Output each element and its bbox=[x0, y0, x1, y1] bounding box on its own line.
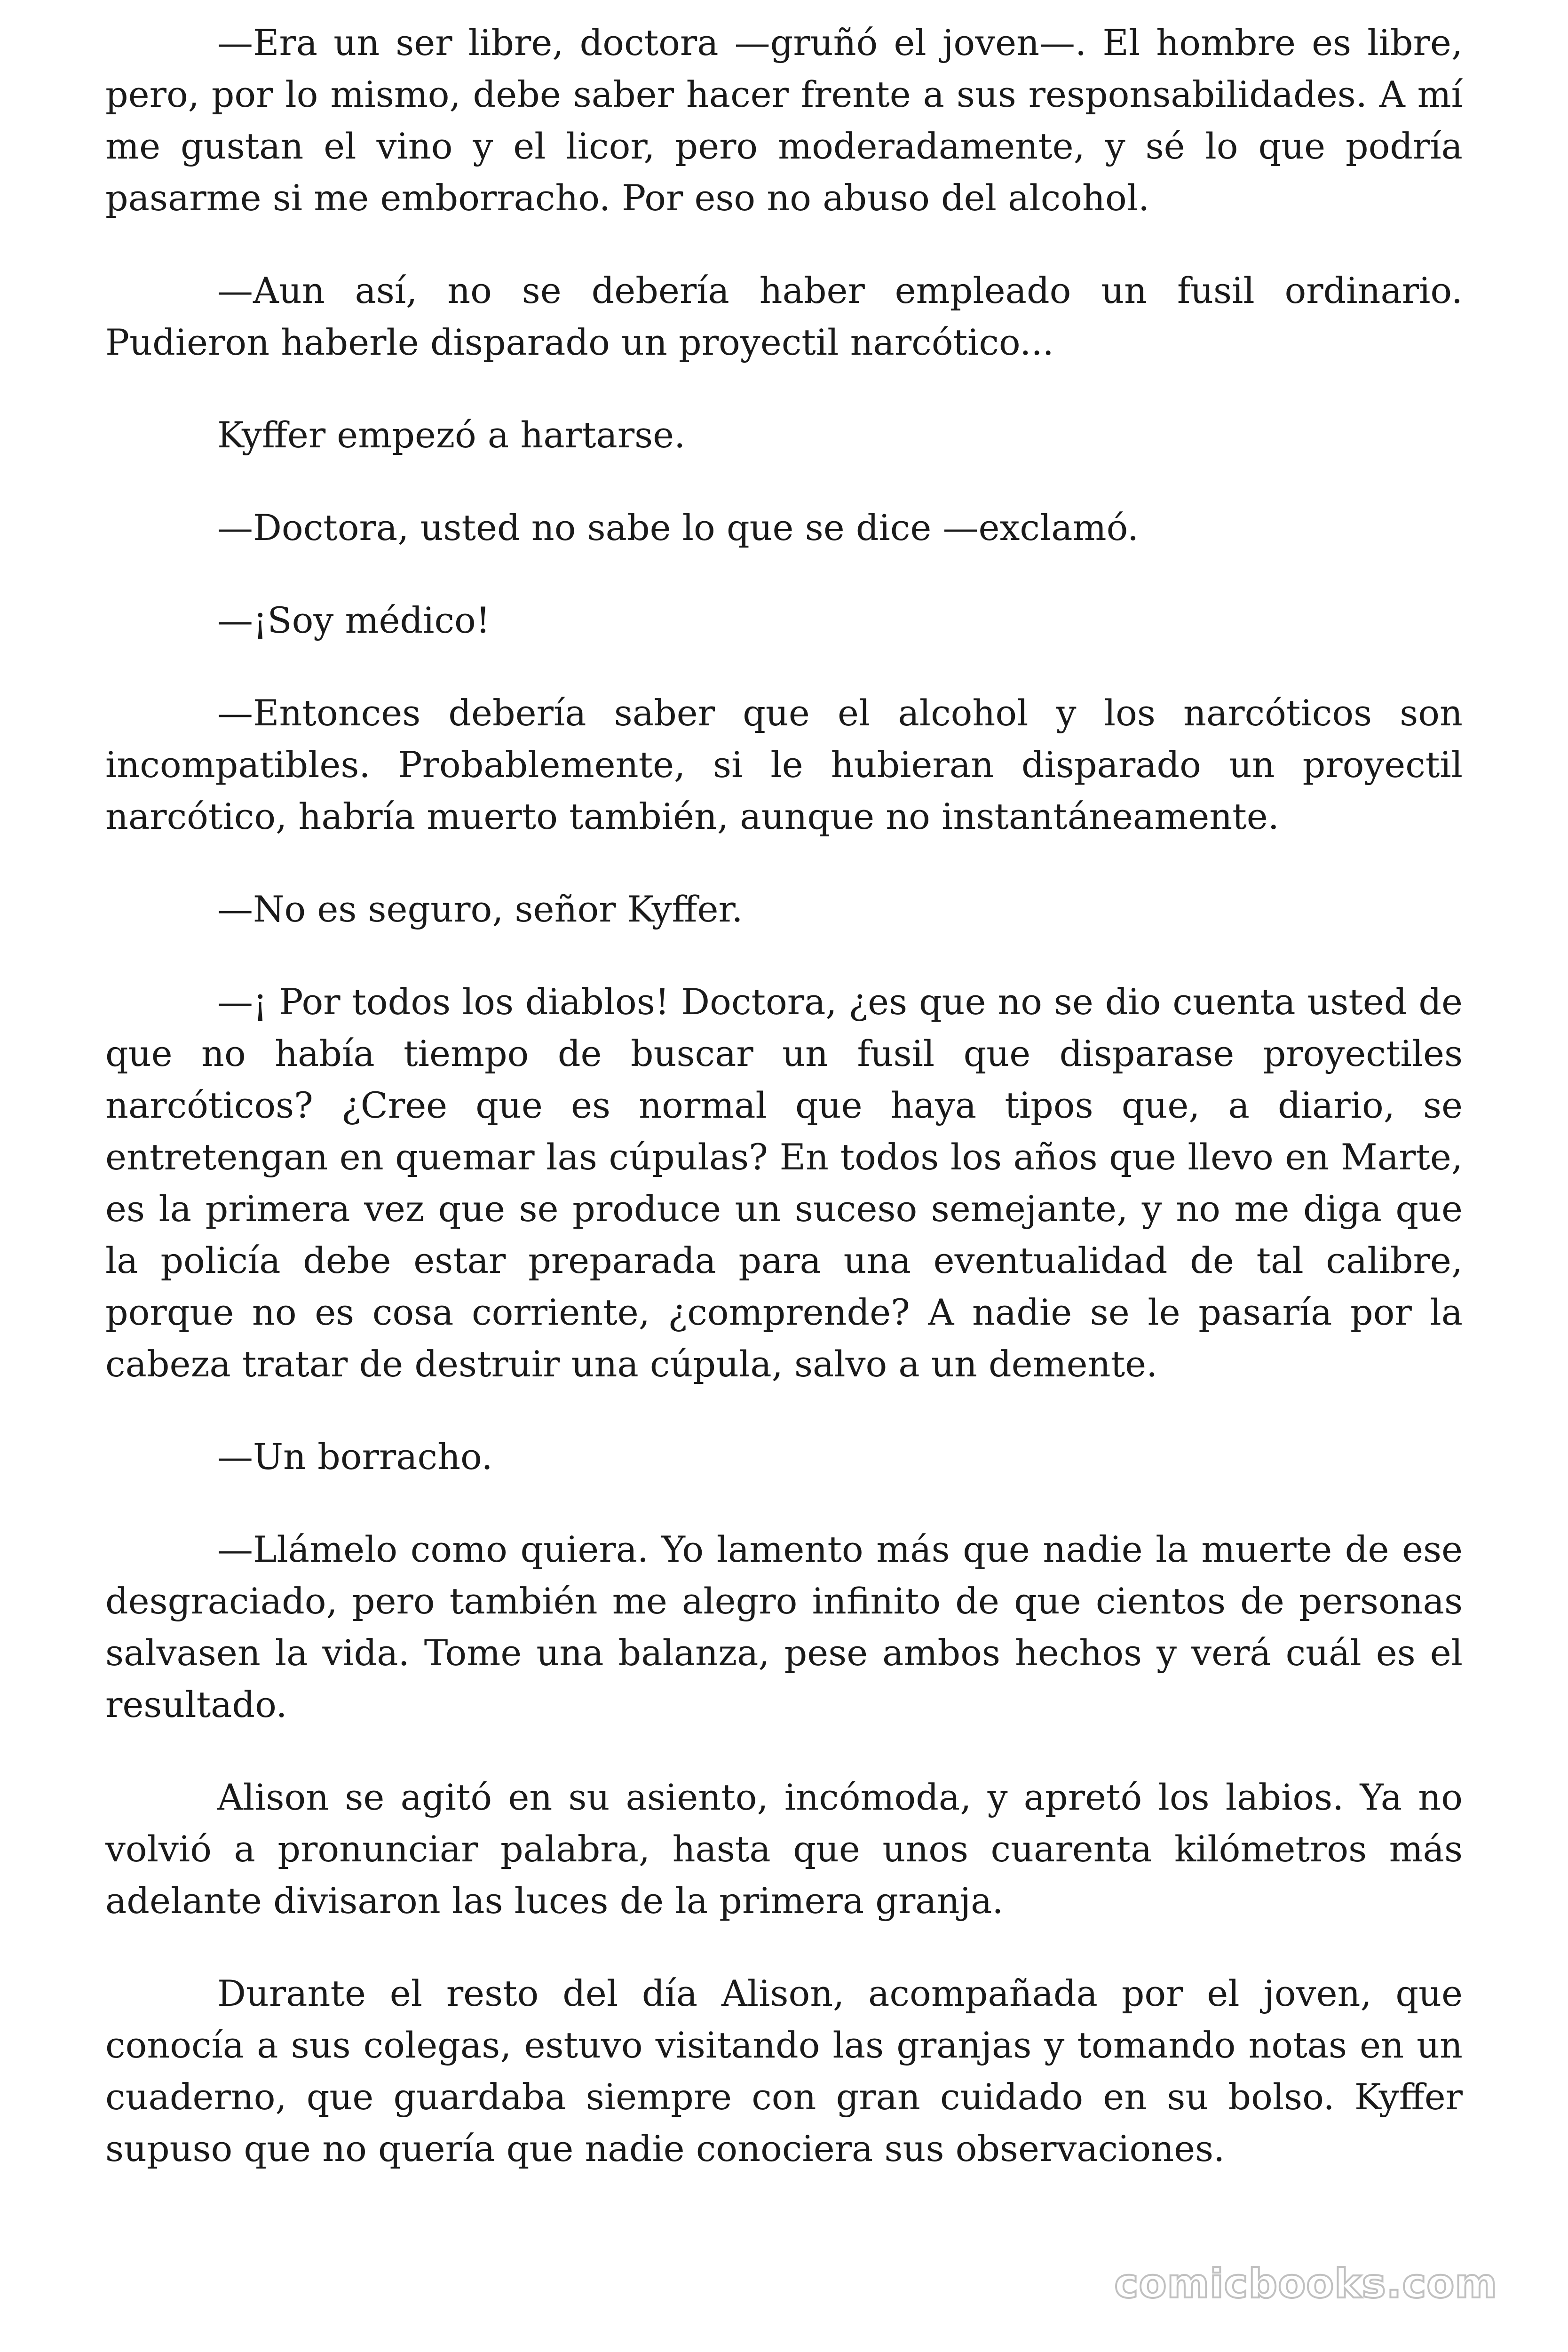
paragraph-9: —Un borracho. bbox=[217, 1436, 493, 1478]
paragraph-4: —Doctora, usted no sabe lo que se dice —exclamó. bbox=[217, 507, 1139, 548]
book-page bbox=[105, 17, 1463, 2175]
paragraph-2: —Aun así, no se debería haber empleado un fusil ordinario. Pudieron haberle disparado un proyectil narcótico... bbox=[105, 270, 1463, 363]
paragraph-6: —Entonces debería saber que el alcohol y los narcóticos son incompatibles. Probablemente, si le hubieran disparado un proyectil narcótico, habría muerto también, aunque no instantáneamente. bbox=[105, 692, 1463, 837]
paragraph-10: —Llámelo como quiera. Yo lamento más que nadie la muerte de ese desgraciado, pero también me alegro infinito de que cientos de personas salvasen la vida. Tome una balanza, pese ambos hechos y verá cuál es el resultado. bbox=[105, 1528, 1463, 1725]
paragraph-11: Alison se agitó en su asiento, incómoda, y apretó los labios. Ya no volvió a pronunciar palabra, hasta que unos cuarenta kilómetros más adelante divisaron las luces de la primera granja. bbox=[105, 1776, 1463, 1922]
paragraph-7: —No es seguro, señor Kyffer. bbox=[217, 888, 743, 930]
paragraph-12: Durante el resto del día Alison, acompañada por el joven, que conocía a sus colegas, estuvo visitando las granjas y tomando notas en un cuaderno, que guardaba siempre con gran cuidado en su bolso. Kyffer supuso que no quería que nadie conociera sus observaciones. bbox=[105, 1972, 1463, 2169]
paragraph-5: —¡Soy médico! bbox=[217, 599, 491, 641]
watermark-text: comicbooks.com bbox=[1114, 2260, 1497, 2307]
paragraph-8: —¡ Por todos los diablos! Doctora, ¿es que no se dio cuenta usted de que no había tiempo de buscar un fusil que disparase proyectiles narcóticos? ¿Cree que es normal que haya tipos que, a diario, se entretengan en quemar las cúpulas? En todos los años que llevo en Marte, es la primera vez que se produce un suceso semejante, y no me diga que la policía debe estar preparada para una eventualidad de tal calibre, porque no es cosa corriente, ¿comprende? A nadie se le pasaría por la cabeza tratar de destruir una cúpula, salvo a un demente. bbox=[105, 981, 1463, 1385]
paragraph-3: Kyffer empezó a hartarse. bbox=[217, 414, 686, 456]
paragraph-1: —Era un ser libre, doctora —gruñó el joven—. El hombre es libre, pero, por lo mismo, debe saber hacer frente a sus responsabilidades. A mí me gustan el vino y el licor, pero moderadamente, y sé lo que podría pasarme si me emborracho. Por eso no abuso del alcohol. bbox=[105, 22, 1463, 219]
